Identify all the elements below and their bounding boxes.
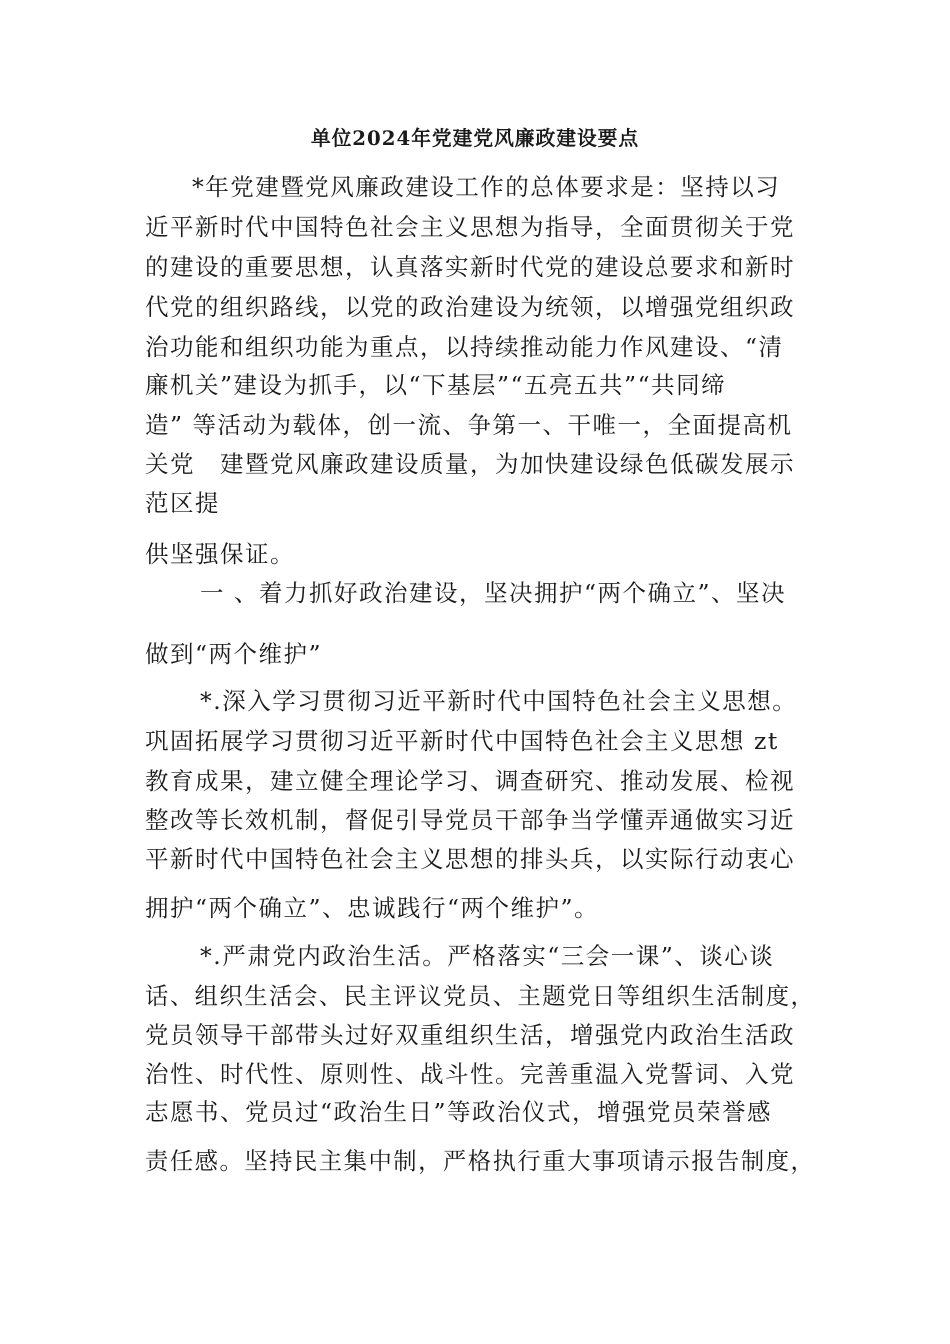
body-line: 的建设的重要思想，认真落实新时代党的建设总要求和新时 — [145, 253, 795, 281]
body-line: 代党的组织路线，以党的政治建设为统领，以增强党组织政 — [145, 293, 795, 321]
body-line: 廉机关”建设为抓手，以“下基层”“五亮五共”“共同缔 — [145, 371, 727, 399]
body-line: 范区提 — [145, 489, 220, 517]
body-line: 近平新时代中国特色社会主义思想为指导，全面贯彻关于党 — [145, 213, 795, 241]
body-line: 整改等长效机制，督促引导党员干部争当学懂弄通做实习近 — [145, 806, 795, 834]
body-line: 平新时代中国特色社会主义思想的排头兵，以实际行动衷心 — [145, 845, 795, 873]
document-title: 单位2024年党建党风廉政建设要点 — [310, 126, 640, 150]
body-line: 教育成果，建立健全理论学习、调查研究、推动发展、检视 — [145, 767, 795, 795]
body-line: 造” 等活动为载体，创一流、争第一、干唯一，全面提高机 — [145, 411, 793, 439]
section-heading: 做到“两个维护” — [145, 640, 323, 668]
section-heading: 一 、着力抓好政治建设，坚决拥护“两个确立”、坚决 — [200, 579, 786, 607]
body-line: 治功能和组织功能为重点，以持续推动能力作风建设、“清 — [145, 333, 784, 361]
body-line: 党员领导干部带头过好双重组织生活，增强党内政治生活政 — [145, 1021, 795, 1049]
body-line: *年党建暨党风廉政建设工作的总体要求是：坚持以习 — [192, 173, 781, 201]
body-line: 供坚强保证。 — [145, 540, 295, 568]
body-line: 关党 建暨党风廉政建设质量，为加快建设绿色低碳发展示 — [145, 450, 795, 478]
body-line: 巩固拓展学习贯彻习近平新时代中国特色社会主义思想 zt — [145, 727, 779, 755]
body-line: 话、组织生活会、民主评议党员、主题党日等组织生活制度， — [145, 982, 816, 1010]
body-line: 拥护“两个确立”、忠诚践行“两个维护”。 — [145, 894, 600, 922]
body-line: 治性、时代性、原则性、战斗性。完善重温入党誓词、入党 — [145, 1060, 795, 1088]
body-line: *.深入学习贯彻习近平新时代中国特色社会主义思想。 — [200, 687, 798, 715]
body-line: 责任感。坚持民主集中制，严格执行重大事项请示报告制度， — [145, 1147, 816, 1175]
body-line: *.严肃党内政治生活。严格落实“三会一课”、谈心谈 — [200, 942, 775, 970]
body-line: 志愿书、党员过“政治生日”等政治仪式，增强党员荣誉感 — [145, 1098, 773, 1126]
